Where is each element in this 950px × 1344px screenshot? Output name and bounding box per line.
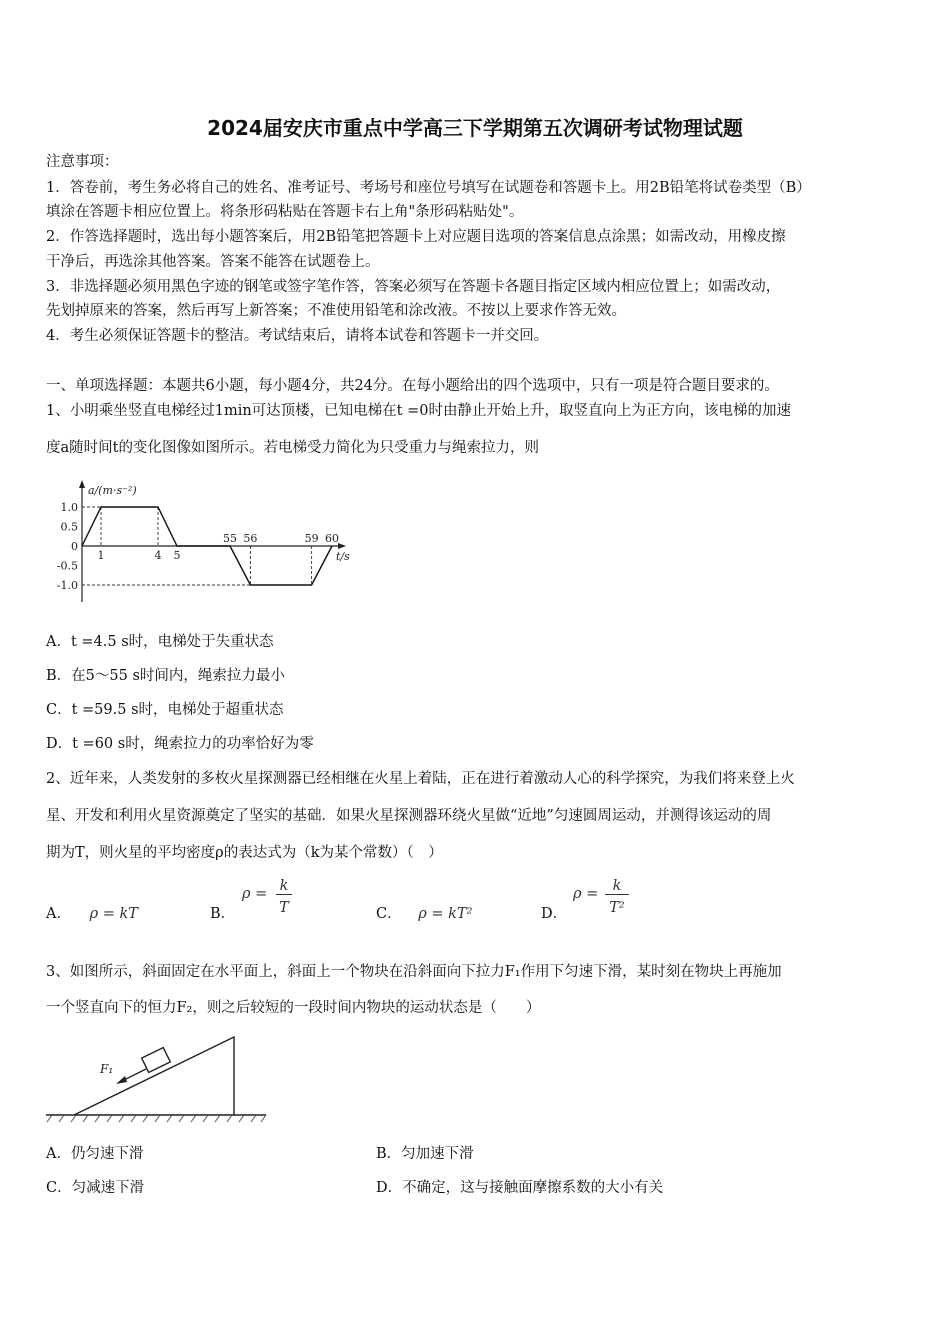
q3-option-a: A．仍匀速下滑 <box>46 1146 144 1162</box>
option-label: D． <box>541 906 568 922</box>
option-label: B． <box>210 906 236 922</box>
notice-line: 3．非选择题必须用黑色字迹的钢笔或签字笔作答，答案必须写在答题卡各题目指定区域内相应位置上；如需改动， <box>46 279 781 295</box>
q1-option-a: A．t =4.5 s时，电梯处于失重状态 <box>46 634 274 650</box>
incline-diagram <box>44 1030 274 1125</box>
x-axis-arrow <box>338 543 346 549</box>
q1-option-d: D．t =60 s时，绳索拉力的功率恰好为零 <box>46 736 314 752</box>
q1-stem-line: 1、小明乘坐竖直电梯经过1min可达顶楼，已知电梯在t =0时由静止开始上升，取竖直向上为正方向，该电梯的加速 <box>46 403 791 419</box>
formula-lhs: ρ = <box>242 886 268 902</box>
x-tick-label: 5 <box>173 549 181 562</box>
option-label: A． <box>46 906 71 922</box>
notice-line: 填涂在答题卡相应位置上。将条形码粘贴在答题卡右上角"条形码粘贴处"。 <box>46 204 524 220</box>
fraction-numerator: k <box>605 878 629 895</box>
q2-option-c <box>376 902 472 923</box>
notice-line: 1．答卷前，考生务必将自己的姓名、准考证号、考场号和座位号填写在试题卷和答题卡上。用2B铅笔将试卷类型（B） <box>46 180 811 196</box>
sliding-block <box>142 1048 171 1073</box>
x-tick-label: 56 <box>243 532 258 545</box>
force-arrowhead <box>116 1076 127 1084</box>
ground-hatching <box>47 1115 266 1122</box>
notice-heading: 注意事项： <box>46 154 119 170</box>
formula: ρ = kT <box>89 906 138 922</box>
fraction-numerator: k <box>276 878 292 895</box>
q2-stem-line: 期为T，则火星的平均密度ρ的表达式为（k为某个常数）（ ） <box>46 845 443 861</box>
q3-stem-line: 3、如图所示，斜面固定在水平面上，斜面上一个物块在沿斜面向下拉力F₁作用下匀速下滑，某时刻在物块上再施加 <box>46 964 782 980</box>
formula-lhs: ρ = <box>573 886 599 902</box>
acceleration-time-chart <box>44 476 374 606</box>
y-tick-label: 0.5 <box>60 520 78 534</box>
x-axis-label: t/s <box>336 550 350 563</box>
q2-option-a <box>46 902 138 923</box>
fraction-denominator: T <box>279 900 289 916</box>
section-heading: 一、单项选择题：本题共6小题，每小题4分，共24分。在每小题给出的四个选项中，只有一项是符合题目要求的。 <box>46 378 779 394</box>
q1-stem-line: 度a随时间t的变化图像如图所示。若电梯受力简化为只受重力与绳索拉力，则 <box>46 440 539 456</box>
x-tick-label: 55 <box>223 532 237 545</box>
incline-surface <box>74 1037 234 1115</box>
q3-option-c: C．匀减速下滑 <box>46 1180 145 1196</box>
q2-stem-line: 2、近年来，人类发射的多枚火星探测器已经相继在火星上着陆，正在进行着激动人心的科学探究，为我们将来登上火 <box>46 771 795 787</box>
notice-line: 干净后，再选涂其他答案。答案不能答在试题卷上。 <box>46 254 380 270</box>
fraction-denominator: T² <box>609 900 625 916</box>
y-tick-label: -1.0 <box>56 579 78 592</box>
x-tick-label: 1 <box>97 549 105 562</box>
x-tick-label: 59 <box>304 532 319 545</box>
q3-stem-line: 一个竖直向下的恒力F₂，则之后较短的一段时间内物块的运动状态是（ ） <box>46 1000 541 1016</box>
q1-option-b: B．在5～55 s时间内，绳索拉力最小 <box>46 668 285 684</box>
y-tick-label: -0.5 <box>56 559 78 573</box>
x-tick-label: 4 <box>154 549 162 562</box>
notice-line: 2．作答选择题时，选出每小题答案后，用2B铅笔把答题卡上对应题目选项的答案信息点涂黑；如需改动，用橡皮擦 <box>46 229 786 245</box>
notice-line: 4．考生必须保证答题卡的整洁。考试结束后，请将本试卷和答题卡一并交回。 <box>46 328 549 344</box>
y-tick-label: 1.0 <box>60 501 78 514</box>
option-label: C． <box>376 906 402 922</box>
notice-line: 先划掉原来的答案，然后再写上新答案；不准使用铅笔和涂改液。不按以上要求作答无效。 <box>46 303 626 319</box>
force-label: F₁ <box>100 1062 114 1076</box>
q3-option-b: B．匀加速下滑 <box>376 1146 474 1162</box>
q3-option-d: D．不确定，这与接触面摩擦系数的大小有关 <box>376 1180 664 1196</box>
y-axis-label: a/(m·s⁻²) <box>88 484 137 497</box>
q1-option-c: C．t =59.5 s时，电梯处于超重状态 <box>46 702 284 718</box>
q2-stem-line: 星、开发和利用火星资源奠定了坚实的基础．如果火星探测器环绕火星做“近地”匀速圆周运动，并测得该运动的周 <box>46 808 772 824</box>
y-tick-label: 0 <box>71 540 78 553</box>
y-axis-arrow <box>79 480 85 488</box>
formula: ρ = kT² <box>418 906 473 922</box>
x-tick-label: 60 <box>325 532 339 545</box>
page-title: 2024届安庆市重点中学高三下学期第五次调研考试物理试题 <box>207 116 743 140</box>
